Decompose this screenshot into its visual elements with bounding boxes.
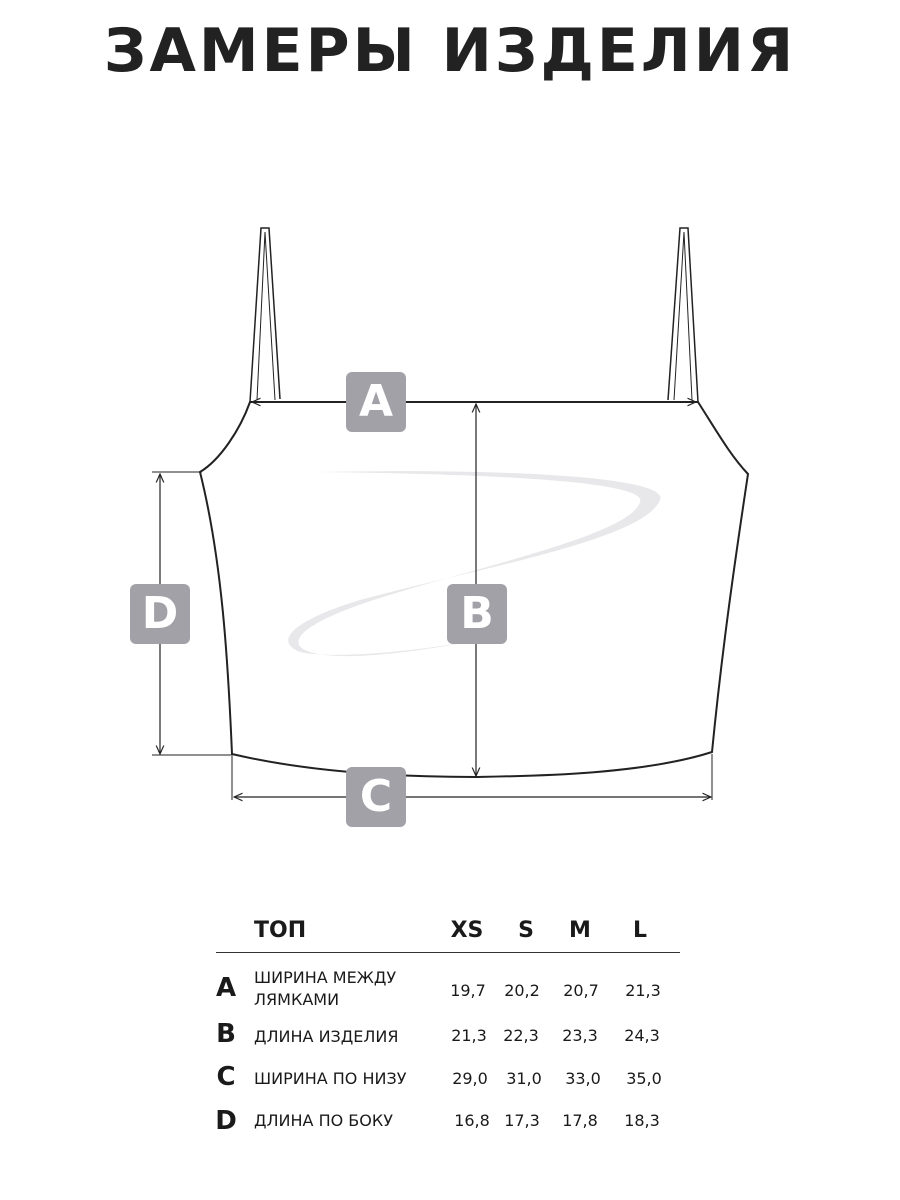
- row-value: 21,3: [625, 981, 661, 1000]
- row-value: 19,7: [450, 981, 486, 1000]
- row-value: 18,3: [624, 1111, 660, 1130]
- row-letter: C: [216, 1062, 236, 1092]
- row-letter: B: [216, 1019, 236, 1049]
- row-letter: D: [215, 1106, 237, 1136]
- row-value: 17,8: [562, 1111, 598, 1130]
- row-value: 35,0: [626, 1069, 662, 1088]
- size-header-s: S: [518, 918, 534, 943]
- badge-b: B: [447, 584, 507, 644]
- row-value: 20,7: [563, 981, 599, 1000]
- row-value: 16,8: [454, 1111, 490, 1130]
- row-value: 17,3: [504, 1111, 540, 1130]
- size-header-l: L: [632, 918, 648, 943]
- row-value: 20,2: [504, 981, 540, 1000]
- row-value: 21,3: [451, 1026, 487, 1045]
- badge-a: A: [346, 372, 406, 432]
- page-title: ЗАМЕРЫ ИЗДЕЛИЯ: [103, 16, 797, 86]
- row-value: 29,0: [452, 1069, 488, 1088]
- row-value: 24,3: [624, 1026, 660, 1045]
- row-name: ДЛИНА ПО БОКУ: [254, 1111, 393, 1130]
- row-name: ШИРИНА МЕЖДУ ЛЯМКАМИ: [254, 968, 397, 1009]
- row-value: 31,0: [506, 1069, 542, 1088]
- badge-d: D: [130, 584, 190, 644]
- row-value: 23,3: [562, 1026, 598, 1045]
- row-letter: A: [215, 973, 237, 1003]
- row-value: 22,3: [503, 1026, 539, 1045]
- row-name: ШИРИНА ПО НИЗУ: [254, 1069, 407, 1088]
- size-header-m: M: [569, 918, 591, 943]
- badge-c: C: [346, 767, 406, 827]
- row-name: ДЛИНА ИЗДЕЛИЯ: [254, 1027, 399, 1046]
- left-strap: [250, 228, 280, 402]
- size-header-xs: XS: [450, 918, 484, 943]
- table-header-label: ТОП: [254, 918, 307, 943]
- row-value: 33,0: [565, 1069, 601, 1088]
